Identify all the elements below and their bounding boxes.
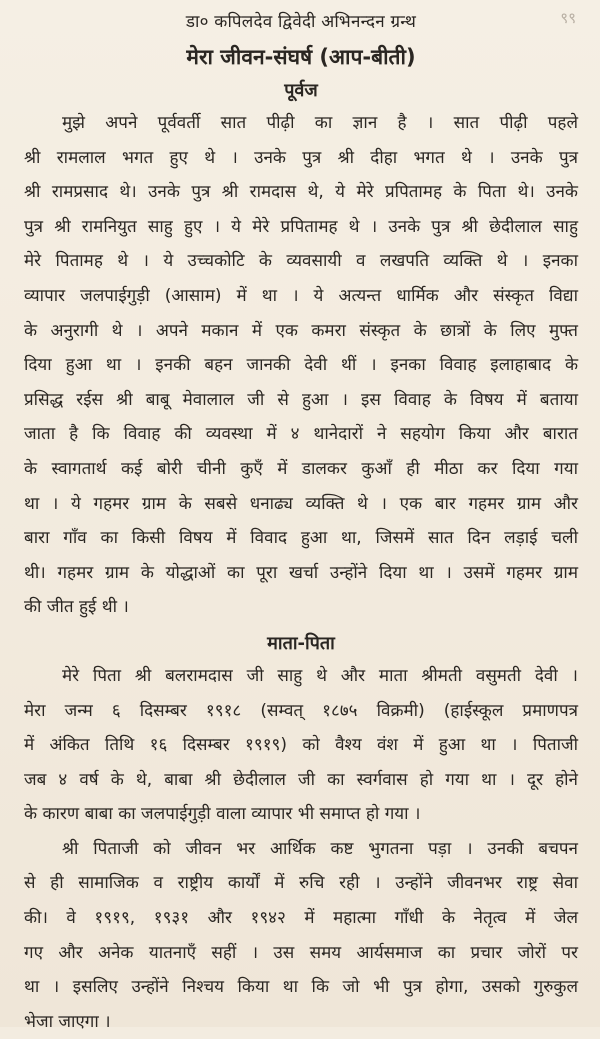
text-line: थी। गहमर ग्राम के योद्धाओं का पूरा खर्चा उन्होंने दिया था । उसमें गहमर ग्राम xyxy=(24,562,578,583)
text-line: के स्वागतार्थ कई बोरी चीनी कुएँ में डालकर कुआँ ही मीठा कर दिया गया xyxy=(24,458,578,479)
text-line: के कारण बाबा का जलपाईगुड़ी वाला व्यापार भी समाप्त हो गया । xyxy=(24,804,421,825)
paragraph-parents-2 xyxy=(24,832,578,1039)
text-line: की। वे १९१९, १९३१ और १९४२ में महात्मा गाँधी के नेतृत्व में जेल xyxy=(24,908,578,929)
text-line: मेरे पितामह थे । ये उच्चकोटि के व्यवसायी व लखपति व्यक्ति थे । इनका xyxy=(24,251,578,272)
text-line: की जीत हुई थी । xyxy=(24,597,129,618)
chapter-title: मेरा जीवन-संघर्ष (आप-बीती) xyxy=(186,45,416,69)
text-line: था । ये गहमर ग्राम के सबसे धनाढ्य व्यक्ति थे । एक बार गहमर ग्राम और xyxy=(24,493,578,514)
text-line: से ही सामाजिक व राष्ट्रीय कार्यों में रुचि रही । उन्होंने जीवनभर राष्ट्र सेवा xyxy=(24,873,578,894)
text-line: बारा गाँव का किसी विषय में विवाद हुआ था, जिसमें सात दिन लड़ाई चली xyxy=(24,528,578,549)
text-line: जाता है कि विवाह की व्यवस्था में ४ थानेदारों ने सहयोग किया और बारात xyxy=(24,424,578,445)
text-line: प्रसिद्ध रईस श्री बाबू मेवालाल जी से हुआ । इस विवाह के विषय में बताया xyxy=(24,389,578,410)
text-line: था । इसलिए उन्होंने निश्चय किया था कि जो भी पुत्र होगा, उसको गुरुकुल xyxy=(24,977,578,998)
text-line: मेरा जन्म ६ दिसम्बर १९१८ (सम्वत् १८७५ विक्रमी) (हाईस्कूल प्रमाणपत्र xyxy=(24,700,578,721)
section-heading-parents: माता-पिता xyxy=(267,632,335,654)
text-line: गए और अनेक यातनाएँ सहीं । उस समय आर्यसमाज का प्रचार जोरों पर xyxy=(24,942,578,963)
text-line: में अंकित तिथि १६ दिसम्बर १९१९) को वैश्य वंश में हुआ था । पिताजी xyxy=(24,735,578,756)
text-line: मुझे अपने पूर्ववर्ती सात पीढ़ी का ज्ञान है । सात पीढ़ी पहले xyxy=(62,113,578,133)
text-line: के अनुरागी थे । अपने मकान में एक कमरा संस्कृत के छात्रों के लिए मुफ्त xyxy=(24,320,578,341)
paragraph-parents-1 xyxy=(24,659,578,832)
text-line: जब ४ वर्ष के थे, बाबा श्री छेदीलाल जी का स्वर्गवास हो गया था । दूर होने xyxy=(24,769,578,790)
text-line: श्री रामलाल भगत हुए थे । उनके पुत्र श्री दीहा भगत थे । उनके पुत्र xyxy=(24,147,578,168)
section-heading-ancestors: पूर्वज xyxy=(284,80,318,101)
text-line: व्यापार जलपाईगुड़ी (आसाम) में था । ये अत्यन्त धार्मिक और संस्कृत विद्या xyxy=(24,285,578,306)
text-line: मेरे पिता श्री बलरामदास जी साहु थे और माता श्रीमती वसुमती देवी । xyxy=(62,665,578,686)
running-header: डा० कपिलदेव द्विवेदी अभिनन्दन ग्रन्थ xyxy=(185,12,417,32)
text-line: भेजा जाएगा । xyxy=(24,1011,111,1032)
page-number: ९९ xyxy=(560,9,576,27)
paragraph-ancestors xyxy=(24,106,578,625)
text-line: दिया हुआ था । इनकी बहन जानकी देवी थीं । इनका विवाह इलाहाबाद के xyxy=(24,355,578,376)
text-line: श्री रामप्रसाद थे। उनके पुत्र श्री रामदास थे, ये मेरे प्रपितामह के पिता थे। उनके xyxy=(24,182,578,203)
text-line: पुत्र श्री रामनियुत साहु हुए । ये मेरे प्रपितामह थे । उनके पुत्र श्री छेदीलाल साहु xyxy=(24,216,578,237)
text-line: श्री पिताजी को जीवन भर आर्थिक कष्ट भुगतना पड़ा । उनकी बचपन xyxy=(62,838,578,859)
